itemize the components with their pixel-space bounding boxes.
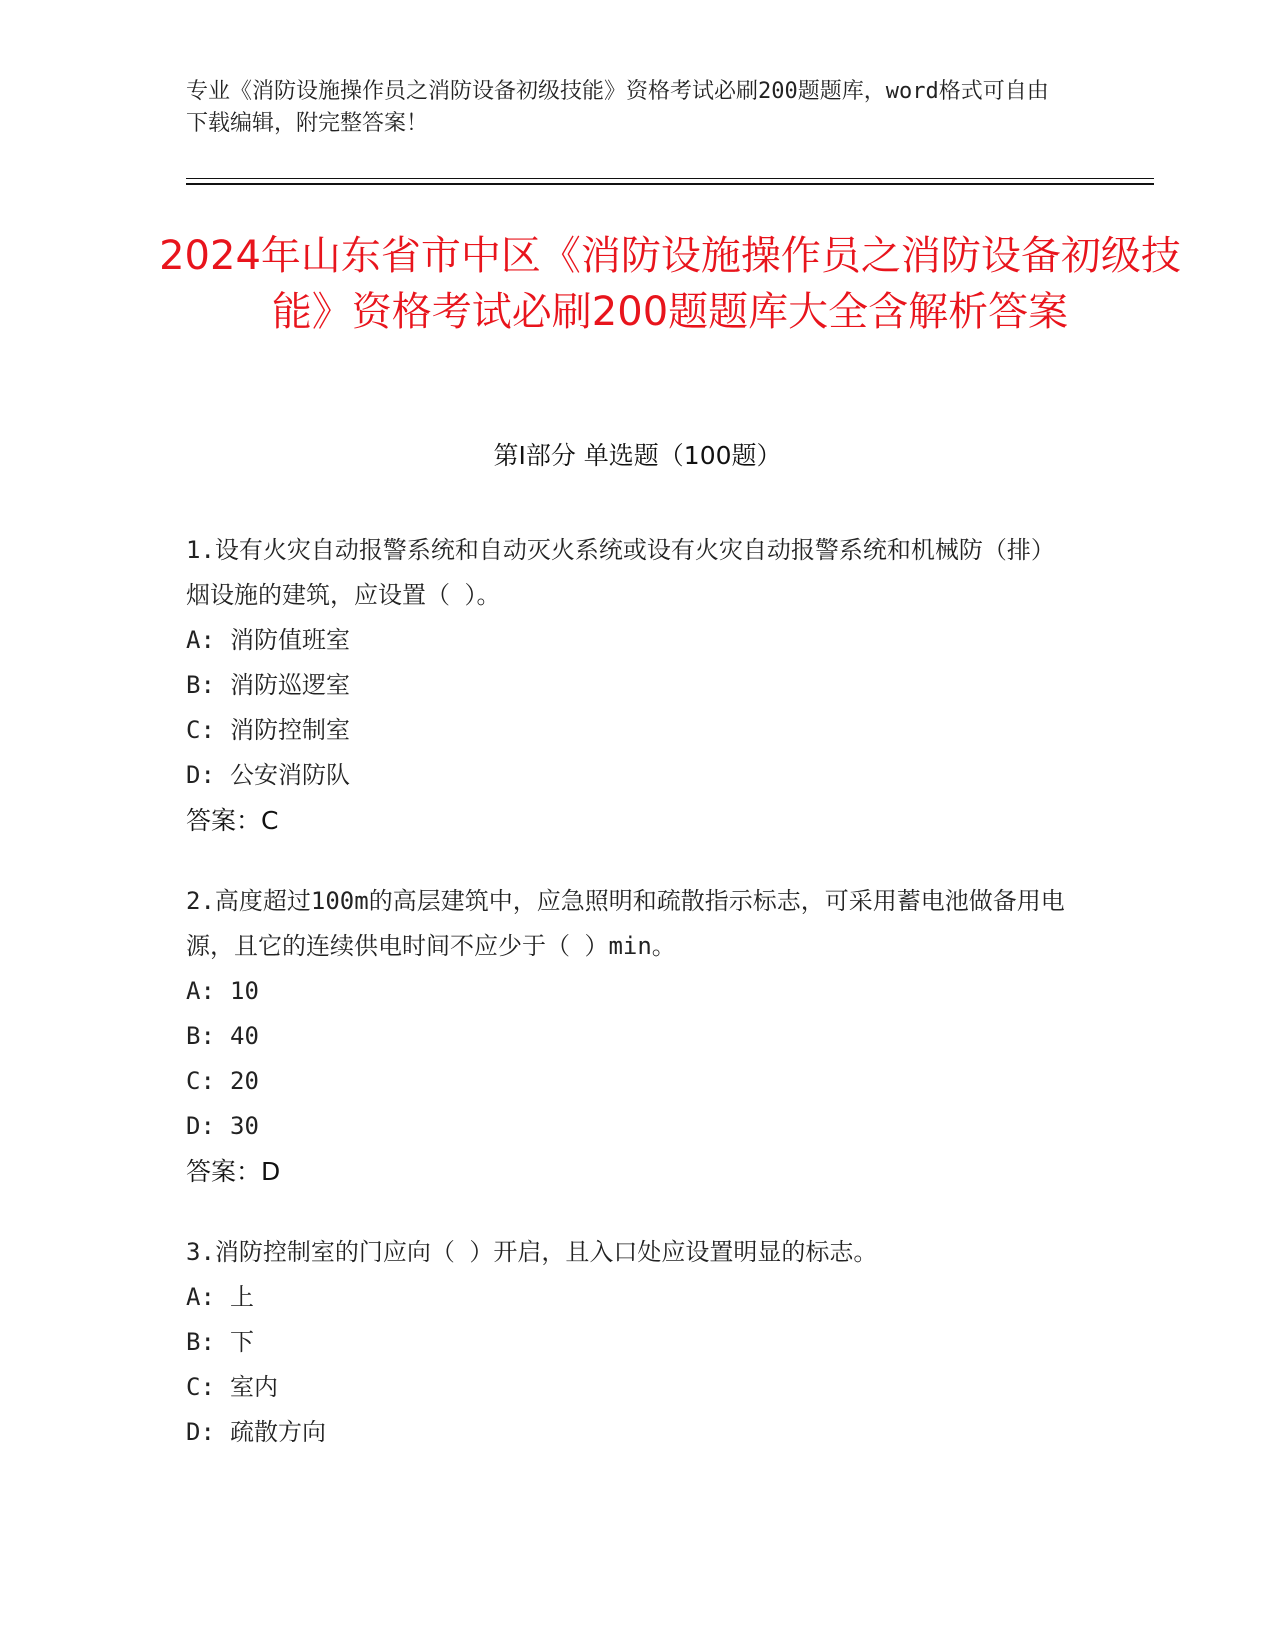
answer-line: 答案：D <box>186 1157 281 1186</box>
option-letter: B: <box>186 671 215 699</box>
option-letter: C: <box>186 1067 215 1095</box>
option-d <box>186 753 1076 798</box>
section-heading: 第Ⅰ部分 单选题（100题） <box>493 441 782 470</box>
option-letter: C: <box>186 716 215 744</box>
question-stem: 3.消防控制室的门应向（ ）开启，且入口处应设置明显的标志。 <box>186 1238 878 1266</box>
option-letter: D: <box>186 1112 215 1140</box>
answer-line: 答案：C <box>186 806 279 835</box>
question-stem: 2.高度超过100m的高层建筑中，应急照明和疏散指示标志，可采用蓄电池做备用电源，且它的连续供电时间不应少于（ ）min。 <box>186 887 1065 960</box>
option-b <box>186 663 1076 708</box>
option-letter: A: <box>186 626 215 654</box>
question-item <box>186 528 1076 843</box>
option-text: 消防巡逻室 <box>230 671 350 699</box>
option-letter: B: <box>186 1328 215 1356</box>
option-text: 室内 <box>230 1373 278 1401</box>
document-title: 2024年山东省市中区《消防设施操作员之消防设备初级技能》资格考试必刷200题题库大全含解析答案 <box>159 233 1181 335</box>
option-b <box>186 1320 1076 1365</box>
header-note: 专业《消防设施操作员之消防设备初级技能》资格考试必刷200题题库，word格式可自由下载编辑，附完整答案！ <box>186 79 1049 136</box>
option-letter: D: <box>186 1418 215 1446</box>
option-text: 20 <box>230 1067 259 1095</box>
option-letter: A: <box>186 977 215 1005</box>
option-letter: D: <box>186 761 215 789</box>
option-text: 消防值班室 <box>230 626 350 654</box>
option-d <box>186 1104 1076 1149</box>
option-a <box>186 969 1076 1014</box>
option-a <box>186 618 1076 663</box>
option-a <box>186 1275 1076 1320</box>
question-item <box>186 1230 1076 1455</box>
option-c <box>186 708 1076 753</box>
option-text: 疏散方向 <box>230 1418 326 1446</box>
header-divider-thick <box>186 183 1154 185</box>
question-item <box>186 879 1076 1194</box>
option-c <box>186 1365 1076 1410</box>
header-divider-thin <box>186 178 1154 179</box>
option-text: 10 <box>230 977 259 1005</box>
option-text: 消防控制室 <box>230 716 350 744</box>
option-text: 下 <box>230 1328 254 1356</box>
question-list <box>186 528 1076 1491</box>
option-d <box>186 1410 1076 1455</box>
option-text: 40 <box>230 1022 259 1050</box>
option-text: 公安消防队 <box>230 761 350 789</box>
option-text: 30 <box>230 1112 259 1140</box>
option-text: 上 <box>230 1283 254 1311</box>
option-b <box>186 1014 1076 1059</box>
question-stem: 1.设有火灾自动报警系统和自动灭火系统或设有火灾自动报警系统和机械防（排）烟设施的建筑，应设置（ ）。 <box>186 536 1055 609</box>
option-letter: A: <box>186 1283 215 1311</box>
option-letter: B: <box>186 1022 215 1050</box>
option-c <box>186 1059 1076 1104</box>
option-letter: C: <box>186 1373 215 1401</box>
